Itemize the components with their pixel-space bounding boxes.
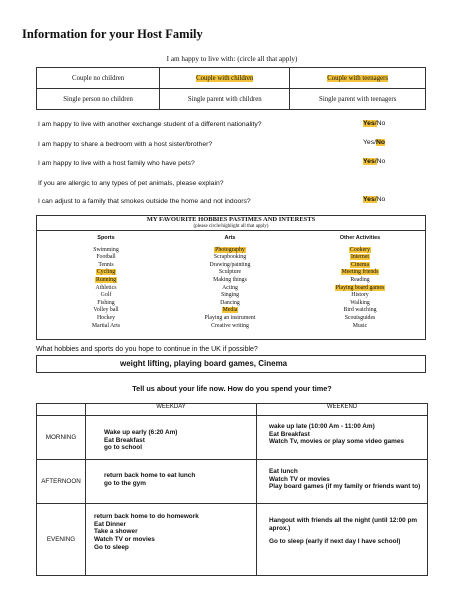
hobby-item[interactable]: History	[351, 292, 369, 299]
option-single-parent-with-teenagers[interactable]: Single parent with teenagers	[290, 89, 426, 110]
hobby-item-selected[interactable]: Cinema	[350, 261, 370, 268]
weekday-header: WEEKDAY	[86, 404, 257, 416]
hobby-item[interactable]: Scrapbooking	[213, 254, 247, 261]
question-pets: I am happy to live with a host family who have pets?	[38, 160, 195, 167]
hobby-item[interactable]: Football	[96, 254, 116, 261]
schedule-corner	[37, 404, 86, 416]
morning-weekend-cell[interactable]: wake up late (10:00 Am - 11:00 Am) Eat Breakfast Watch Tv, movies or play some video games	[257, 416, 428, 460]
hobby-item[interactable]: Music	[352, 322, 368, 329]
hobby-item-selected[interactable]: Meeting friends	[341, 269, 379, 276]
page-title: Information for your Host Family	[22, 27, 203, 41]
morning-weekday-cell[interactable]: Wake up early (6:20 Am) Eat Breakfast go to school	[86, 416, 257, 460]
hobby-item[interactable]: Sculpture	[218, 269, 242, 276]
hobby-item[interactable]: Playing an instrument	[204, 314, 256, 321]
hobby-item[interactable]: Tennis	[98, 261, 114, 268]
life-question: Tell us about your life now. How do you spend your time?	[132, 384, 332, 393]
option-couple-no-children[interactable]: Couple no children	[37, 68, 160, 89]
hobby-item[interactable]: Drawing/painting	[209, 261, 251, 268]
other-activities-column	[300, 235, 420, 330]
option-single-person-no-children[interactable]: Single person no children	[37, 89, 160, 110]
hobby-item[interactable]: Swimming	[93, 246, 119, 253]
sports-header: Sports	[97, 235, 115, 241]
option-couple-with-teenagers[interactable]: Couple with teenagers	[290, 68, 426, 89]
other-activities-header: Other Activities	[339, 235, 381, 241]
hobby-item-selected[interactable]: Cookery	[350, 246, 370, 253]
hobby-item-selected[interactable]: Playing board games	[335, 284, 385, 291]
hobby-item[interactable]: Scoutsguides	[344, 314, 376, 321]
row-label-morning: MORNING	[37, 416, 86, 460]
hobby-item[interactable]: Volley ball	[93, 307, 119, 314]
hobby-item-selected[interactable]: Running	[96, 276, 116, 283]
hobby-item[interactable]: Martial Arts	[91, 322, 121, 329]
afternoon-weekday-cell[interactable]: return back home to eat lunch go to the gym	[86, 460, 257, 504]
hobbies-subtitle: (please circle/highlight all that apply)	[193, 224, 269, 229]
answer-exchange-student[interactable]: Yes/No	[363, 120, 386, 127]
question-exchange-student: I am happy to live with another exchange student of a different nationality?	[38, 121, 262, 128]
hobbies-divider	[36, 230, 426, 231]
hobby-item[interactable]: Walking	[350, 299, 370, 306]
hobby-item-selected[interactable]: Cycling	[96, 269, 116, 276]
hobby-item[interactable]: Athletics	[95, 284, 117, 291]
hobby-item[interactable]: Creative writing	[211, 322, 249, 329]
sports-column	[66, 235, 146, 330]
row-label-evening: EVENING	[37, 504, 86, 576]
household-options-table	[36, 67, 426, 110]
arts-column	[180, 235, 280, 330]
hobby-item[interactable]: Dancing	[220, 299, 240, 306]
hobby-item-selected[interactable]: Photography	[215, 246, 245, 253]
afternoon-weekend-cell[interactable]: Eat lunch Watch TV or movies Play board games (if my family or friends want to)	[257, 460, 428, 504]
hobbies-title: MY FAVOURITE HOBBIES PASTIMES AND INTERESTS	[146, 216, 316, 223]
arts-header: Arts	[224, 235, 236, 241]
option-single-parent-with-children[interactable]: Single parent with children	[160, 89, 290, 110]
answer-pets[interactable]: Yes/No	[363, 158, 386, 165]
answer-share-bedroom[interactable]: Yes No	[363, 139, 386, 146]
hobby-item[interactable]: Singing	[220, 292, 240, 299]
question-allergies: If you are allergic to any types of pet animals, please explain?	[38, 180, 224, 187]
question-share-bedroom: I am happy to share a bedroom with a host sister/brother?	[38, 141, 213, 148]
hobby-item[interactable]: Acting	[222, 284, 238, 291]
uk-hobbies-question: What hobbies and sports do you hope to continue in the UK if possible?	[36, 346, 258, 353]
hobby-item-selected[interactable]: Internet	[350, 254, 370, 261]
hobby-item[interactable]: Golf	[100, 292, 112, 299]
evening-weekend-cell[interactable]: Hangout with friends all the night (until 12:00 pm aprox.) Go to sleep (early if next day I have school)	[257, 504, 428, 576]
hobby-item[interactable]: Reading	[350, 276, 370, 283]
hobby-item[interactable]: Making things	[213, 276, 247, 283]
row-label-afternoon: AFTERNOON	[37, 460, 86, 504]
hobby-item[interactable]: Bird watching	[343, 307, 377, 314]
question-smoking: I can adjust to a family that smokes outside the home and not indoors?	[38, 198, 251, 205]
answer-smoking[interactable]: Yes/No	[363, 196, 386, 203]
uk-hobbies-answer: weight lifting, playing board games, Cinema	[120, 359, 288, 368]
hobby-item[interactable]: Hockey	[96, 314, 116, 321]
evening-weekday-cell[interactable]: return back home to do homework Eat Dinner Take a shower Watch TV or movies Go to sleep	[86, 504, 257, 576]
weekend-header: WEEKEND	[257, 404, 428, 416]
hobby-item[interactable]: Fishing	[97, 299, 115, 306]
schedule-table	[36, 403, 428, 576]
hobby-item-selected[interactable]: Media	[222, 307, 238, 314]
option-couple-with-children[interactable]: Couple with children	[160, 68, 290, 89]
household-prompt: I am happy to live with: (circle all that apply)	[166, 55, 298, 63]
